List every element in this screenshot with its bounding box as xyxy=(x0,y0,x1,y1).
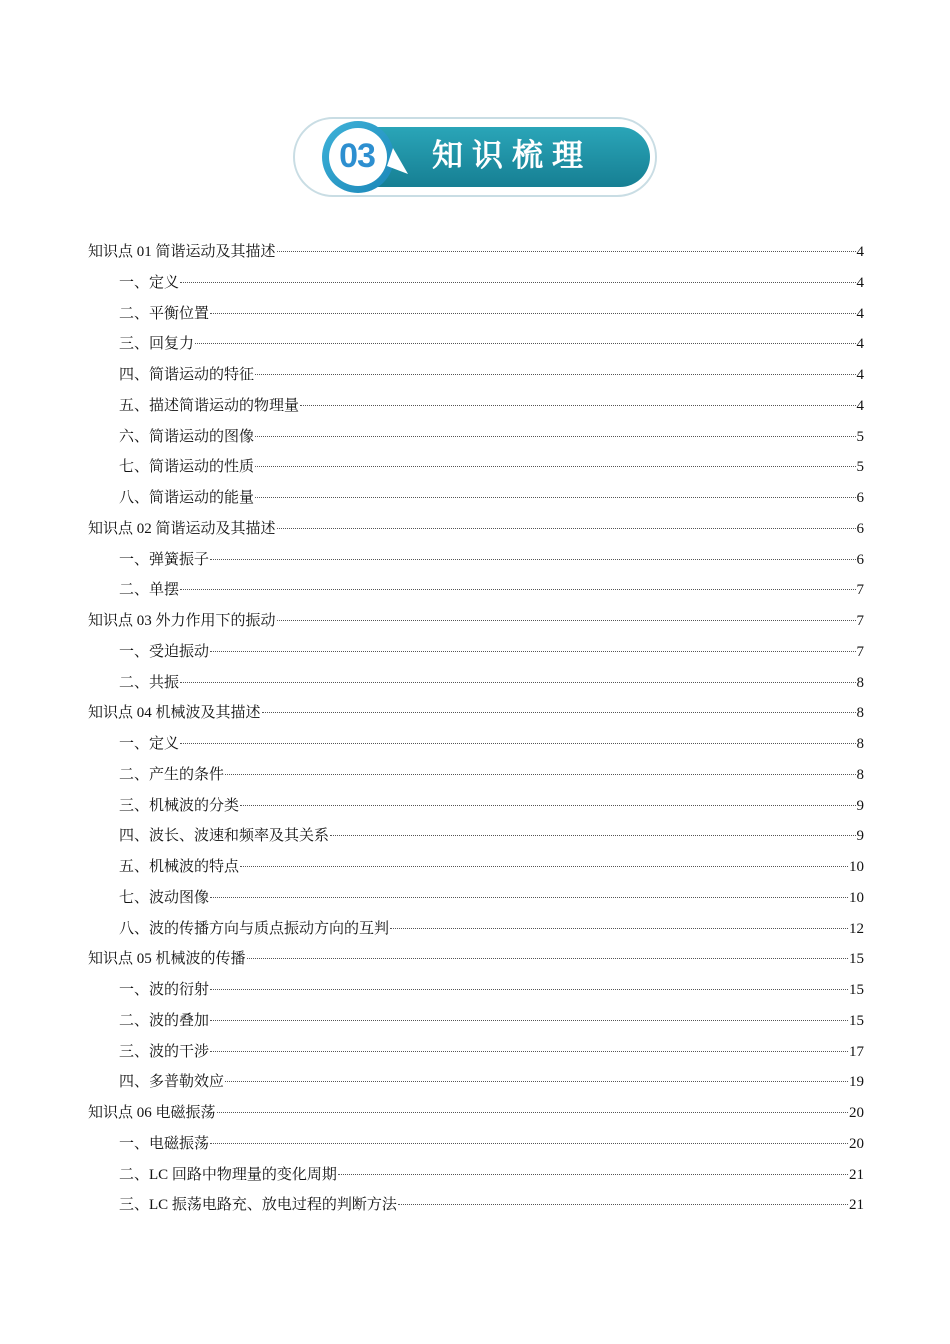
toc-entry-title: 知识点 02 简谐运动及其描述 xyxy=(88,520,276,537)
toc-page-number: 15 xyxy=(849,951,864,968)
toc-page-number: 8 xyxy=(856,674,864,691)
toc-entry-title: 知识点 01 简谐运动及其描述 xyxy=(88,244,276,260)
dot-leader xyxy=(255,497,855,498)
toc-entry-title: 一、受迫振动 xyxy=(119,643,210,660)
toc-entry-title: 五、机械波的特点 xyxy=(119,859,240,875)
toc-page-number: 4 xyxy=(856,244,864,260)
toc-subsection-entry[interactable] xyxy=(88,1160,864,1191)
toc-entry-title: 五、描述简谐运动的物理量 xyxy=(119,397,300,414)
toc-subsection-entry[interactable] xyxy=(88,575,864,606)
toc-page-number: 7 xyxy=(856,613,864,629)
dot-leader xyxy=(210,1051,848,1052)
toc-section-entry[interactable] xyxy=(88,944,864,975)
toc-subsection-entry[interactable] xyxy=(88,1006,864,1037)
toc-page-number: 4 xyxy=(856,274,864,291)
toc-subsection-entry[interactable] xyxy=(88,852,864,883)
dot-leader xyxy=(210,313,855,314)
toc-page-number: 7 xyxy=(856,582,864,599)
toc-page-number: 17 xyxy=(849,1043,864,1060)
toc-subsection-entry[interactable] xyxy=(88,299,864,330)
section-title: 知识梳理 xyxy=(432,138,592,174)
toc-entry-title: 二、平衡位置 xyxy=(119,305,210,322)
dot-leader xyxy=(300,405,855,406)
dot-leader xyxy=(225,774,855,775)
toc-subsection-entry[interactable] xyxy=(88,1067,864,1098)
dot-leader xyxy=(262,712,856,713)
dot-leader xyxy=(180,682,855,683)
dot-leader xyxy=(180,589,855,590)
toc-page-number: 15 xyxy=(849,1012,864,1029)
toc-page-number: 8 xyxy=(856,766,864,783)
dot-leader xyxy=(210,1020,848,1021)
toc-subsection-entry[interactable] xyxy=(88,422,864,453)
dot-leader xyxy=(180,282,855,283)
toc-entry-title: 二、波的叠加 xyxy=(119,1012,210,1029)
dot-leader xyxy=(255,374,855,375)
toc-subsection-entry[interactable] xyxy=(88,883,864,914)
toc-page-number: 4 xyxy=(856,397,864,414)
toc-subsection-entry[interactable] xyxy=(88,329,864,360)
toc-entry-title: 一、定义 xyxy=(119,736,180,752)
toc-entry-title: 七、波动图像 xyxy=(119,889,210,906)
toc-subsection-entry[interactable] xyxy=(88,360,864,391)
toc-page-number: 9 xyxy=(856,828,864,845)
toc-page-number: 6 xyxy=(856,490,864,506)
toc-entry-title: 二、LC 回路中物理量的变化周期 xyxy=(119,1166,337,1183)
toc-page-number: 4 xyxy=(856,367,864,383)
toc-entry-title: 四、波长、波速和频率及其关系 xyxy=(119,828,330,845)
toc-entry-title: 三、机械波的分类 xyxy=(119,797,240,814)
toc-subsection-entry[interactable] xyxy=(88,452,864,483)
toc-subsection-entry[interactable] xyxy=(88,637,864,668)
toc-subsection-entry[interactable] xyxy=(88,1037,864,1068)
toc-subsection-entry[interactable] xyxy=(88,483,864,514)
dot-leader xyxy=(277,251,856,252)
toc-subsection-entry[interactable] xyxy=(88,760,864,791)
toc-page-number: 12 xyxy=(849,920,864,937)
toc-section-entry[interactable] xyxy=(88,698,864,729)
toc-entry-title: 八、简谐运动的能量 xyxy=(119,490,255,506)
dot-leader xyxy=(210,1143,848,1144)
toc-entry-title: 八、波的传播方向与质点振动方向的互判 xyxy=(119,920,390,937)
dot-leader xyxy=(277,620,856,621)
dot-leader xyxy=(330,835,855,836)
section-banner xyxy=(292,116,658,198)
toc-entry-title: 三、LC 振荡电路充、放电过程的判断方法 xyxy=(119,1197,397,1214)
section-number: 03 xyxy=(339,137,375,175)
dot-leader xyxy=(390,928,848,929)
toc-entry-title: 知识点 06 电磁振荡 xyxy=(88,1105,216,1121)
toc-entry-title: 一、弹簧振子 xyxy=(119,551,210,568)
toc-entry-title: 三、波的干涉 xyxy=(119,1043,210,1060)
toc-page-number: 15 xyxy=(849,982,864,998)
dot-leader xyxy=(225,1081,848,1082)
toc-page-number: 20 xyxy=(849,1105,864,1121)
toc-subsection-entry[interactable] xyxy=(88,1190,864,1221)
dot-leader xyxy=(210,651,855,652)
toc-subsection-entry[interactable] xyxy=(88,1129,864,1160)
dot-leader xyxy=(210,989,848,990)
toc-section-entry[interactable] xyxy=(88,606,864,637)
dot-leader xyxy=(338,1174,848,1175)
toc-page-number: 9 xyxy=(856,797,864,814)
toc-page-number: 6 xyxy=(856,520,864,537)
toc-page-number: 19 xyxy=(849,1074,864,1091)
toc-entry-title: 知识点 04 机械波及其描述 xyxy=(88,705,261,722)
dot-leader xyxy=(195,343,855,344)
toc-entry-title: 七、简谐运动的性质 xyxy=(119,459,255,476)
toc-page-number: 21 xyxy=(849,1197,864,1214)
dot-leader xyxy=(255,436,855,437)
toc-entry-title: 六、简谐运动的图像 xyxy=(119,428,255,445)
table-of-contents xyxy=(88,237,864,1221)
toc-subsection-entry[interactable] xyxy=(88,729,864,760)
toc-page-number: 7 xyxy=(856,643,864,660)
dot-leader xyxy=(217,1112,848,1113)
toc-section-entry[interactable] xyxy=(88,1098,864,1129)
toc-subsection-entry[interactable] xyxy=(88,975,864,1006)
toc-entry-title: 一、波的衍射 xyxy=(119,982,210,998)
toc-subsection-entry[interactable] xyxy=(88,545,864,576)
toc-entry-title: 二、共振 xyxy=(119,674,180,691)
dot-leader xyxy=(240,805,855,806)
toc-page-number: 20 xyxy=(849,1135,864,1152)
toc-page-number: 6 xyxy=(856,551,864,568)
dot-leader xyxy=(255,466,855,467)
toc-entry-title: 四、多普勒效应 xyxy=(119,1074,225,1091)
toc-entry-title: 二、产生的条件 xyxy=(119,766,225,783)
dot-leader xyxy=(247,958,848,959)
toc-page-number: 5 xyxy=(856,428,864,445)
dot-leader xyxy=(210,559,855,560)
toc-subsection-entry[interactable] xyxy=(88,791,864,822)
toc-entry-title: 二、单摆 xyxy=(119,582,180,599)
toc-subsection-entry[interactable] xyxy=(88,914,864,945)
toc-subsection-entry[interactable] xyxy=(88,668,864,699)
toc-entry-title: 一、定义 xyxy=(119,274,180,291)
toc-entry-title: 知识点 05 机械波的传播 xyxy=(88,951,246,968)
toc-subsection-entry[interactable] xyxy=(88,821,864,852)
toc-entry-title: 四、简谐运动的特征 xyxy=(119,367,255,383)
toc-section-entry[interactable] xyxy=(88,514,864,545)
toc-entry-title: 一、电磁振荡 xyxy=(119,1135,210,1152)
toc-subsection-entry[interactable] xyxy=(88,391,864,422)
toc-page-number: 10 xyxy=(849,859,864,875)
toc-page-number: 4 xyxy=(856,305,864,322)
toc-entry-title: 知识点 03 外力作用下的振动 xyxy=(88,613,276,629)
dot-leader xyxy=(210,897,848,898)
toc-section-entry[interactable] xyxy=(88,237,864,268)
toc-entry-title: 三、回复力 xyxy=(119,336,195,353)
toc-page-number: 4 xyxy=(856,336,864,353)
dot-leader xyxy=(240,866,848,867)
dot-leader xyxy=(277,528,856,529)
dot-leader xyxy=(398,1204,848,1205)
toc-subsection-entry[interactable] xyxy=(88,268,864,299)
toc-page-number: 8 xyxy=(856,705,864,722)
toc-page-number: 5 xyxy=(856,459,864,476)
toc-page-number: 8 xyxy=(856,736,864,752)
dot-leader xyxy=(180,743,855,744)
toc-page-number: 10 xyxy=(849,889,864,906)
toc-page-number: 21 xyxy=(849,1166,864,1183)
